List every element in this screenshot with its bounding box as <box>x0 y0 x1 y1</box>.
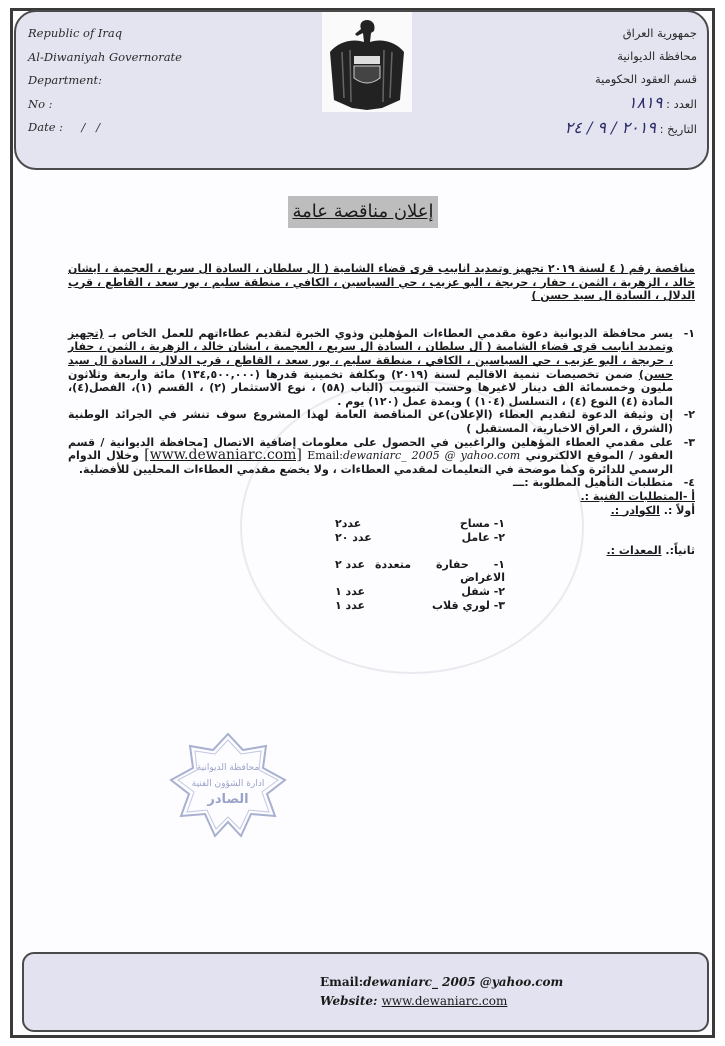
tender-heading: مناقصة رقم ( ٤ لسنة ٢٠١٩ تجهيز وتمديد انابيب قرى قضاء الشامية ( ال سلطان ، السادة ال سريع ، العجمية ، ايشان خالد ، الزهرية ، الثمن ، حفار ، حريجة ، البو عزيب ، حي السياسين ، الكافي ، منطقة سليم ، بور سعد ، القاطع ، قرب الدلال ، السادة ال سيد حسن ) <box>68 262 695 303</box>
item-label: ١- حفارة متعددة الاغراض <box>375 557 505 585</box>
footer-website-link[interactable]: www.dewaniarc.com <box>381 994 508 1008</box>
item-label: ٢- عامل <box>461 530 505 544</box>
staff-heading <box>68 504 695 518</box>
equipment-heading-label: المعدات :. <box>606 544 662 558</box>
governorate-ar: محافظة الديوانية <box>617 49 697 63</box>
clause-3-email-prefix: Email: <box>307 449 343 463</box>
country-en: Republic of Iraq <box>28 26 123 40</box>
announcement-body <box>68 262 695 612</box>
footer-contact <box>320 973 563 1011</box>
list-item <box>335 517 505 531</box>
stamp-line-2: ادارة الشؤون الفنية <box>191 779 265 789</box>
clause-3-email-link[interactable]: dewaniarc_ 2005 @ yahoo.com <box>343 449 521 463</box>
department-en: Department: <box>28 73 102 87</box>
clause-3 <box>68 436 695 477</box>
governorate-en: Al-Diwaniyah Governorate <box>28 49 182 64</box>
date-line-ar <box>565 116 697 141</box>
date-label-ar: التاريخ : <box>659 122 697 136</box>
department-ar: قسم العقود الحكومية <box>594 72 697 86</box>
list-item <box>335 599 505 613</box>
clause-number: ١- <box>683 326 695 340</box>
item-count: عدد ١ <box>335 598 366 612</box>
item-label: ٣- لوري قلاب <box>432 598 505 612</box>
stamp-line-1: محافظة الديوانية <box>196 763 260 773</box>
clause-3-text-b: وخلال الدوام الرسمي للدائرة وكما موضحة في التعليمات لمقدمي العطاءات ، ولا يخضع مقدمي العطاءات المحليين للأفضلية. <box>68 449 673 476</box>
date-slashes-en: / / <box>81 120 101 134</box>
item-label: ١- مساح <box>459 517 505 531</box>
staff-list <box>68 517 505 544</box>
footer-email-label: Email: <box>320 975 364 989</box>
item-count: عدد٢ <box>335 517 362 531</box>
clause-2 <box>68 408 695 435</box>
eagle-emblem-icon <box>322 12 412 112</box>
staff-heading-prefix: أولاً :. <box>663 503 695 517</box>
list-item <box>335 558 505 585</box>
footer-email-line <box>320 973 563 992</box>
footer-website-line <box>320 992 563 1011</box>
clause-2-text: إن وثيقة الدعوة لتقديم العطاء (الإعلان)عن المناقصة العامة لهذا المشروع سوف تنشر في الجرائد الوطنية (الشرق ، العراق الاخبارية، المستقبل ) <box>68 408 673 435</box>
list-item <box>335 585 505 599</box>
footer-email-link[interactable]: dewaniarc_ 2005 @yahoo.com <box>363 975 564 989</box>
clause-4 <box>68 476 695 490</box>
number-value-ar: ١٨١٩ <box>628 93 663 112</box>
equipment-heading-prefix: ثانياً:. <box>665 544 695 558</box>
date-label-en: Date : <box>28 120 64 134</box>
clause-4-text: متطلبات التأهيل المطلوبة :ـــ <box>513 476 673 490</box>
clause-1-project: (تجهيز وتمديد انابيب قرى قضاء الشامية ( ال سلطان ، السادة ال سريع ، العجمية ، ايشان خالد ، الزهرية ، الثمن ، حفار ، حريجة ، البو عزيب ، حي السياسين ، الكافي ، منطقة سليم ، بور سعد ، القاطع ، قرب الدلال ، السادة ال سيد حسن) <box>68 326 673 381</box>
clause-number: ٣- <box>683 435 695 449</box>
number-label-ar: العدد : <box>666 97 697 111</box>
office-stamp <box>163 732 293 842</box>
list-item <box>335 531 505 545</box>
item-count: عدد ٢٠ <box>335 530 372 544</box>
arabic-letterhead <box>565 22 697 141</box>
date-value-ar: ٢٠١٩ / ٩ / ٢٤ <box>564 118 656 137</box>
staff-heading-label: الكوادر :. <box>610 503 660 517</box>
number-label-en: No : <box>28 96 53 111</box>
date-line-en <box>28 116 182 140</box>
clause-3-website-link[interactable]: [www.dewaniarc.com] <box>144 447 302 464</box>
clause-number: ٢- <box>683 408 695 422</box>
clause-1-lead: يسر محافظة الديوانية دعوة مقدمي العطاءات المؤهلين وذوي الخبرة لتقديم عطاءاتهم للعمل الخاص بـ <box>108 326 673 340</box>
country-ar: جمهورية العراق <box>622 26 697 40</box>
footer-website-label: Website: <box>320 994 378 1008</box>
clause-number: ٤- <box>683 476 695 490</box>
item-count: عدد ٢ <box>335 557 366 571</box>
clause-1 <box>68 327 695 409</box>
equipment-heading <box>68 544 695 558</box>
number-line-ar <box>565 91 697 116</box>
item-label: ٢- شفل <box>461 585 505 599</box>
english-letterhead <box>28 22 182 140</box>
page-title: إعلان مناقصة عامة <box>288 196 438 228</box>
stamp-line-3: الصادر <box>207 792 249 807</box>
clause-1-rest: ضمن تخصيصات تنمية الاقاليم لسنة (٢٠١٩) وبكلفة تخمينية قدرها (١٣٤,٥٠٠,٠٠٠) مائة واربعة وثلاثون مليون وخمسمائة الف دينار لاغيرها وحسب التبويب (الباب (٥٨) ، نوع الاستثمار (٢) ، القسم (١)، الفصل(٤)، المادة (٤) النوع (٤) ، التسلسل (١٠٤) ) وبمدة عمل (١٢٠) يوم . <box>68 367 673 408</box>
clause-3-text-a: على مقدمي العطاء المؤهلين والراغبين في الحصول على معلومات إضافية الاتصال [محافظة الديوانية / قسم العقود / الموقع الالكتروني <box>68 435 673 463</box>
technical-requirements-heading: أ -المتطلبات الفنية :. <box>580 489 695 503</box>
item-count: عدد ١ <box>335 585 366 599</box>
equipment-list <box>68 558 505 612</box>
